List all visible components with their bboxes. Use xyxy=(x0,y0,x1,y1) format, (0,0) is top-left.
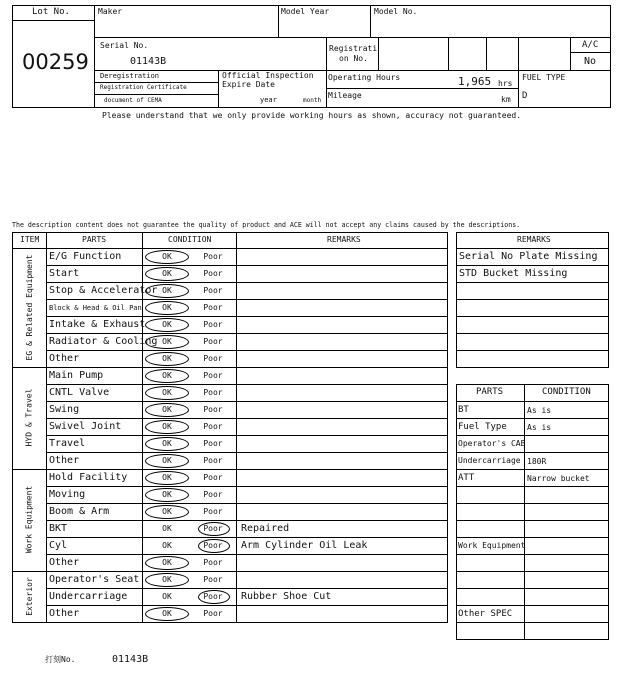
ok-option: OK xyxy=(162,320,172,329)
serial-label: Serial No. xyxy=(100,41,149,50)
selected-condition-circle xyxy=(145,335,189,349)
col-header-item: ITEM xyxy=(20,235,40,244)
ac-label: A/C xyxy=(582,40,599,50)
part-name: Travel xyxy=(49,438,86,449)
ok-option: OK xyxy=(162,609,172,618)
ok-option: OK xyxy=(162,473,172,482)
fuel-type-label: FUEL TYPE xyxy=(522,73,566,82)
year-label: year xyxy=(260,96,277,104)
side-part-name: BT xyxy=(458,405,469,415)
poor-option: Poor xyxy=(203,456,223,465)
part-name: Main Pump xyxy=(49,370,104,381)
selected-condition-circle xyxy=(145,403,189,417)
col-header-condition: CONDITION xyxy=(168,235,212,244)
col-header-parts: PARTS xyxy=(82,235,107,244)
selected-condition-circle xyxy=(145,267,189,281)
ok-option: OK xyxy=(162,541,172,550)
selected-condition-circle xyxy=(145,250,189,264)
stamp-no-value: 01143B xyxy=(112,654,149,665)
hours-notice: Please understand that we only provide working hours as shown, accuracy not guaranteed. xyxy=(102,111,522,120)
poor-option: Poor xyxy=(203,490,223,499)
ok-option: OK xyxy=(162,422,172,431)
selected-condition-circle xyxy=(145,454,189,468)
part-name: Undercarriage xyxy=(49,591,128,602)
operating-hours-label: Operating Hours xyxy=(328,73,401,82)
selected-condition-circle xyxy=(145,437,189,451)
part-name: Radiator & Cooling xyxy=(49,336,158,347)
selected-condition-circle xyxy=(145,301,189,315)
side-remark-line: STD Bucket Missing xyxy=(459,268,568,279)
lot-label: Lot No. xyxy=(32,7,70,17)
side-part-condition: As is xyxy=(527,406,552,415)
serial-number: 01143B xyxy=(130,56,167,67)
poor-option: Poor xyxy=(203,439,223,448)
poor-option: Poor xyxy=(203,592,223,601)
side-part-condition: As is xyxy=(527,423,552,432)
ok-option: OK xyxy=(162,303,172,312)
poor-option: Poor xyxy=(203,575,223,584)
poor-option: Poor xyxy=(203,541,223,550)
selected-condition-circle xyxy=(198,522,230,536)
poor-option: Poor xyxy=(203,269,223,278)
model-no-label: Model No. xyxy=(374,7,418,16)
model-year-label: Model Year xyxy=(281,7,330,16)
part-name: CNTL Valve xyxy=(49,387,110,398)
ok-option: OK xyxy=(162,507,172,516)
selected-condition-circle xyxy=(145,573,189,587)
poor-option: Poor xyxy=(203,507,223,516)
ok-option: OK xyxy=(162,371,172,380)
ac-value: No xyxy=(584,56,597,67)
remark-text: Arm Cylinder Oil Leak xyxy=(241,540,368,551)
poor-option: Poor xyxy=(203,422,223,431)
selected-condition-circle xyxy=(145,284,189,298)
part-name: Stop & Accelerator xyxy=(49,285,158,296)
selected-condition-circle xyxy=(145,369,189,383)
part-name: Moving xyxy=(49,489,86,500)
ok-option: OK xyxy=(162,558,172,567)
maker-label: Maker xyxy=(98,7,123,16)
selected-condition-circle xyxy=(145,386,189,400)
selected-condition-circle xyxy=(145,505,189,519)
side-parts-col-condition: CONDITION xyxy=(542,387,591,397)
remark-text: Repaired xyxy=(241,523,290,534)
registration-certificate-label: Registration Certificate xyxy=(100,84,187,91)
ok-option: OK xyxy=(162,405,172,414)
poor-option: Poor xyxy=(203,303,223,312)
ok-option: OK xyxy=(162,269,172,278)
side-part-name: Undercarriage xyxy=(458,456,521,465)
poor-option: Poor xyxy=(203,558,223,567)
selected-condition-circle xyxy=(145,607,189,621)
side-part-condition: Narrow bucket xyxy=(527,474,590,483)
group-label: HYD & Travel xyxy=(24,388,34,447)
poor-option: Poor xyxy=(203,524,223,533)
poor-option: Poor xyxy=(203,252,223,261)
poor-option: Poor xyxy=(203,473,223,482)
ok-option: OK xyxy=(162,439,172,448)
poor-option: Poor xyxy=(203,388,223,397)
hrs-unit: hrs xyxy=(498,79,513,88)
selected-condition-circle xyxy=(145,318,189,332)
part-name: Block & Head & Oil Pan xyxy=(49,304,142,312)
month-label: month xyxy=(303,97,322,104)
group-label: Work Equipment xyxy=(24,485,34,554)
deregistration-label: Deregistration xyxy=(100,72,160,80)
side-part-name: Fuel Type xyxy=(458,422,507,432)
part-name: E/G Function xyxy=(49,251,122,262)
poor-option: Poor xyxy=(203,609,223,618)
selected-condition-circle xyxy=(145,556,189,570)
fuel-type-value: D xyxy=(522,91,528,101)
side-parts-col-parts: PARTS xyxy=(476,387,504,397)
ok-option: OK xyxy=(162,456,172,465)
ok-option: OK xyxy=(162,592,172,601)
km-unit: km xyxy=(501,95,511,104)
selected-condition-circle xyxy=(145,420,189,434)
ok-option: OK xyxy=(162,286,172,295)
part-name: Other xyxy=(49,608,80,619)
cema-document-label: document of CEMA xyxy=(104,97,162,104)
expire-date-label: Expire Date xyxy=(222,80,275,89)
poor-option: Poor xyxy=(203,337,223,346)
stamp-no-label: 打刻No. xyxy=(45,655,76,664)
ok-option: OK xyxy=(162,354,172,363)
group-label: Exterior xyxy=(24,576,34,616)
side-part-name: Work Equipment xyxy=(458,541,526,550)
poor-option: Poor xyxy=(203,286,223,295)
selected-condition-circle xyxy=(198,590,230,604)
part-name: Start xyxy=(49,268,80,279)
ok-option: OK xyxy=(162,252,172,261)
ok-option: OK xyxy=(162,490,172,499)
selected-condition-circle xyxy=(145,488,189,502)
selected-condition-circle xyxy=(145,352,189,366)
part-name: Operator's Seat xyxy=(49,574,140,585)
registration-label-2: on No. xyxy=(339,54,368,63)
side-part-name: Other SPEC xyxy=(458,609,513,619)
part-name: Cyl xyxy=(49,540,68,551)
group-label: EG & Related Equipment xyxy=(24,254,34,360)
part-name: Swivel Joint xyxy=(49,421,122,432)
part-name: Swing xyxy=(49,404,80,415)
side-part-name: ATT xyxy=(458,473,475,483)
col-header-remarks: REMARKS xyxy=(327,235,361,244)
part-name: Other xyxy=(49,455,80,466)
poor-option: Poor xyxy=(203,405,223,414)
part-name: BKT xyxy=(49,523,68,534)
poor-option: Poor xyxy=(203,320,223,329)
disclaimer: The description content does not guarantee the quality of product and ACE will not accept any claims caused by the descriptions. xyxy=(12,221,521,229)
lot-number: 00259 xyxy=(22,50,89,74)
official-inspection-label: Official Inspection xyxy=(222,71,314,80)
part-name: Other xyxy=(49,557,80,568)
mileage-label: Mileage xyxy=(328,91,362,100)
poor-option: Poor xyxy=(203,354,223,363)
ok-option: OK xyxy=(162,575,172,584)
side-part-condition: 180R xyxy=(527,457,547,466)
part-name: Other xyxy=(49,353,80,364)
side-remark-line: Serial No Plate Missing xyxy=(459,251,598,262)
part-name: Hold Facility xyxy=(49,472,128,483)
operating-hours-value: 1,965 xyxy=(458,75,492,88)
side-remarks-header: REMARKS xyxy=(517,235,551,244)
registration-label: Registrati xyxy=(329,44,378,53)
side-part-name: Operator's CAB xyxy=(458,439,526,448)
selected-condition-circle xyxy=(198,539,230,553)
ok-option: OK xyxy=(162,524,172,533)
ok-option: OK xyxy=(162,337,172,346)
part-name: Intake & Exhaust xyxy=(49,319,146,330)
poor-option: Poor xyxy=(203,371,223,380)
part-name: Boom & Arm xyxy=(49,506,110,517)
remark-text: Rubber Shoe Cut xyxy=(241,591,332,602)
selected-condition-circle xyxy=(145,471,189,485)
ok-option: OK xyxy=(162,388,172,397)
